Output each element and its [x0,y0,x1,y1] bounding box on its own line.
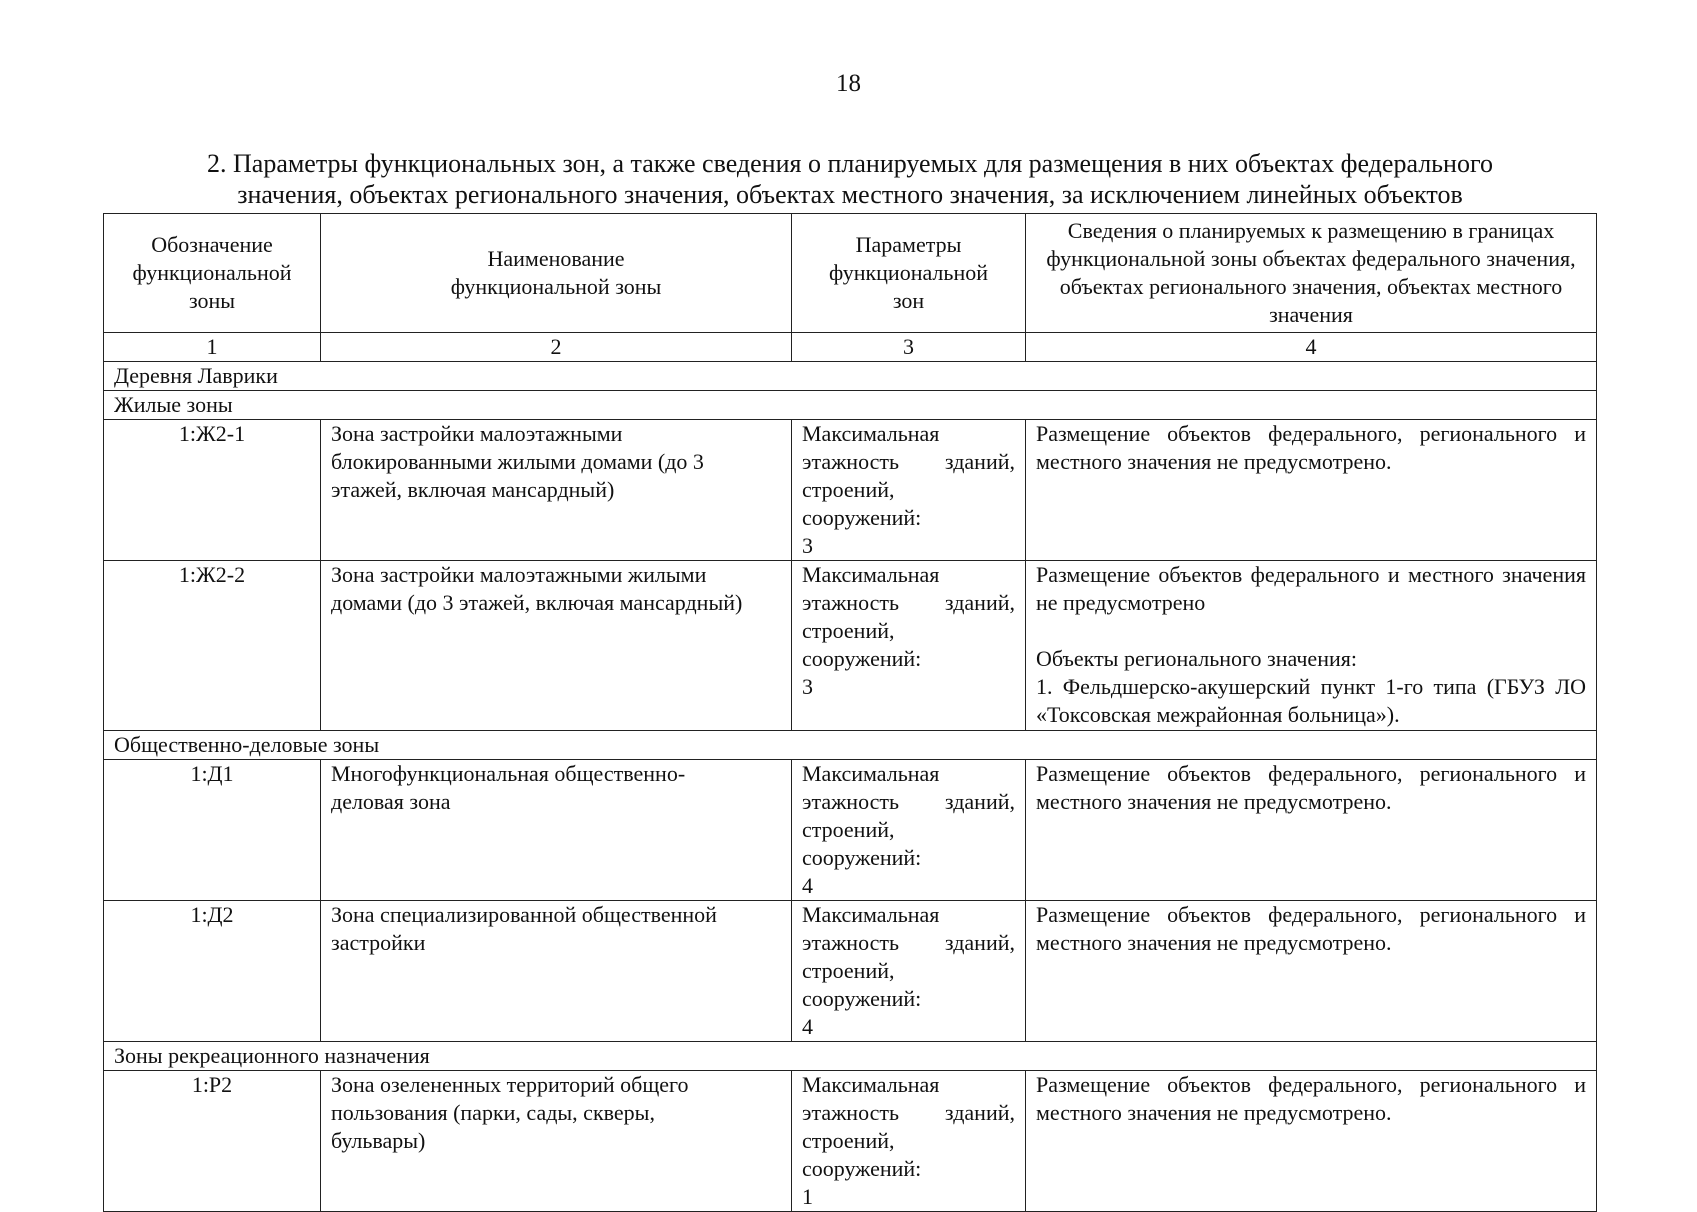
params-line-b: строений, сооружений: 3 [802,477,922,558]
group-row-recreation [104,1042,1597,1071]
column-number: 2 [321,333,792,362]
header-row [104,214,1597,333]
column-number-row [104,333,1597,362]
group-title: Общественно-деловые зоны [104,731,1597,760]
zone-params [792,760,1026,901]
params-line-b: строений, сооружений: 4 [802,817,922,898]
table-row [104,760,1597,901]
group-row-residential [104,391,1597,420]
zone-name: Зона озелененных территорий общего пользования (парки, сады, скверы, бульвары) [321,1071,792,1212]
table-row [104,1071,1597,1212]
params-line-a: Максимальная этажность зданий, [802,1072,1015,1125]
page-number: 18 [836,70,861,97]
zone-objects-info: Размещение объектов федерального, регионального и местного значения не предусмотрено. [1026,760,1597,901]
table-row [104,420,1597,561]
params-line-b: строений, сооружений: 3 [802,618,922,699]
header-zone-objects: Сведения о планируемых к размещению в границах функциональной зоны объектах федерального значения, объектах регионального значения, объектах местного значения [1026,214,1597,333]
group-row-business [104,731,1597,760]
document-title [140,148,1560,210]
zone-objects-info: Размещение объектов федерального, регионального и местного значения не предусмотрено. [1026,901,1597,1042]
title-line-2: значения, объектах регионального значения, объектах местного значения, за исключением линейных объектов [237,180,1463,209]
params-line-b: строений, сооружений: 4 [802,958,922,1039]
settlement-row [104,362,1597,391]
params-line-a: Максимальная этажность зданий, [802,562,1015,615]
zone-params [792,420,1026,561]
zone-code: 1:Д1 [104,760,321,901]
info-regional-item: 1. Фельдшерско-акушерский пункт 1-го типа (ГБУЗ ЛО «Токсовская межрайонная больница»). [1036,674,1586,727]
settlement-name: Деревня Лаврики [104,362,1597,391]
group-title: Зоны рекреационного назначения [104,1042,1597,1071]
zone-objects-info: Размещение объектов федерального, регионального и местного значения не предусмотрено. [1026,1071,1597,1212]
params-line-a: Максимальная этажность зданий, [802,761,1015,814]
column-number: 3 [792,333,1026,362]
zone-code: 1:Ж2-1 [104,420,321,561]
header-zone-code: Обозначение функциональной зоны [104,214,321,333]
zone-params [792,1071,1026,1212]
group-title: Жилые зоны [104,391,1597,420]
column-number: 1 [104,333,321,362]
title-line-1: 2. Параметры функциональных зон, а также сведения о планируемых для размещения в них объектах федерального [207,149,1493,178]
zone-params [792,901,1026,1042]
zone-name: Зона застройки малоэтажными жилыми домами (до 3 этажей, включая мансардный) [321,561,792,731]
header-zone-params: Параметры функциональной зон [792,214,1026,333]
zone-params [792,561,1026,731]
table-row [104,561,1597,731]
zone-code: 1:Р2 [104,1071,321,1212]
params-line-b: строений, сооружений: 1 [802,1128,922,1209]
params-line-a: Максимальная этажность зданий, [802,421,1015,474]
zone-objects-info: Размещение объектов федерального, регионального и местного значения не предусмотрено. [1026,420,1597,561]
zones-table [103,213,1597,1212]
table-row [104,901,1597,1042]
zone-code: 1:Ж2-2 [104,561,321,731]
params-line-a: Максимальная этажность зданий, [802,902,1015,955]
zone-name: Зона застройки малоэтажными блокированными жилыми домами (до 3 этажей, включая мансардный) [321,420,792,561]
info-text: Размещение объектов федерального и местного значения не предусмотрено [1036,562,1586,615]
info-regional-title: Объекты регионального значения: [1036,646,1357,671]
header-zone-name: Наименование функциональной зоны [321,214,792,333]
zone-name: Зона специализированной общественной застройки [321,901,792,1042]
zone-objects-info [1026,561,1597,731]
zone-name: Многофункциональная общественно-деловая зона [321,760,792,901]
column-number: 4 [1026,333,1597,362]
zone-code: 1:Д2 [104,901,321,1042]
